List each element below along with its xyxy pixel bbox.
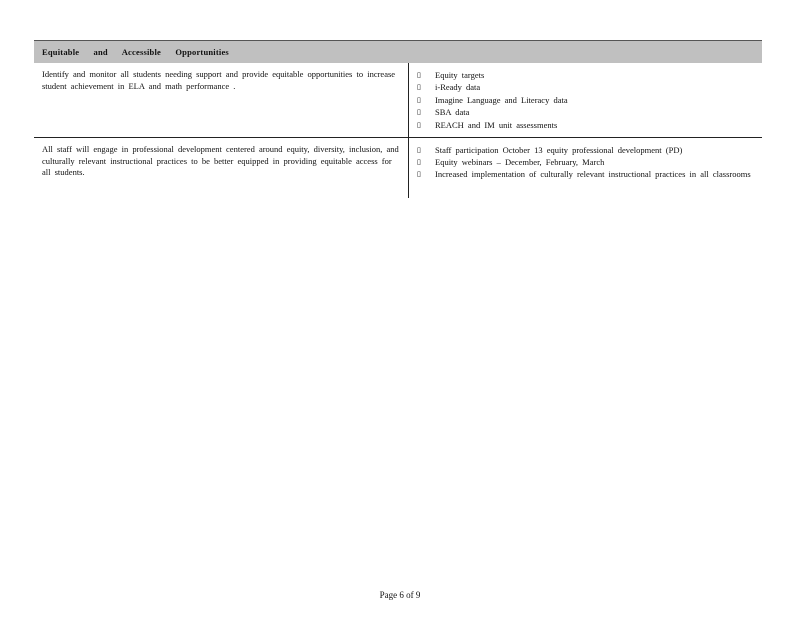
bullet-icon: ▯ <box>417 146 421 154</box>
list-item <box>417 156 758 168</box>
goal-text: Identify and monitor all students needing support and provide equitable opportunities to increase student achievement in ELA and math performance . <box>42 69 396 91</box>
bullet-icon: ▯ <box>417 170 421 179</box>
bullet-icon: ▯ <box>417 83 421 92</box>
bullet-icon: ▯ <box>417 108 421 117</box>
table-row <box>34 63 762 138</box>
measures-cell <box>408 63 762 137</box>
measure-text: Imagine Language and Literacy data <box>435 94 568 105</box>
measure-text: Staff participation October 13 equity professional development (PD) <box>435 145 683 155</box>
measure-text: i-Ready data <box>435 82 481 93</box>
table-row <box>34 138 762 198</box>
list-item <box>417 119 758 131</box>
bullet-icon: ▯ <box>417 71 421 79</box>
goal-text: All staff will engage in professional development centered around equity, diversity, inclusion, and culturally relevant instructional practices to be better equipped in providing equitable access for all students. <box>42 144 399 177</box>
list-item <box>417 81 758 93</box>
list-item <box>417 168 758 180</box>
measures-cell <box>408 138 762 198</box>
page-number <box>0 590 800 600</box>
goal-cell <box>34 63 408 137</box>
measure-text: SBA data <box>435 107 470 118</box>
list-item <box>417 94 758 106</box>
list-item <box>417 69 758 81</box>
list-item <box>417 144 758 156</box>
measures-list <box>417 144 758 181</box>
bullet-icon: ▯ <box>417 158 421 167</box>
plan-table <box>34 40 762 198</box>
goal-cell <box>34 138 408 198</box>
measures-list <box>417 69 758 131</box>
page-number-text: Page 6 of 9 <box>379 590 421 600</box>
bullet-icon: ▯ <box>417 120 421 129</box>
list-item <box>417 106 758 118</box>
measure-text: Increased implementation of culturally relevant instructional practices in all classrooms <box>435 169 751 180</box>
section-header <box>34 40 762 63</box>
measure-text: REACH and IM unit assessments <box>435 119 558 130</box>
measure-text: Equity targets <box>435 70 485 80</box>
section-title: Equitable and Accessible Opportunities <box>42 47 229 57</box>
bullet-icon: ▯ <box>417 95 421 104</box>
measure-text: Equity webinars – December, February, March <box>435 157 605 168</box>
